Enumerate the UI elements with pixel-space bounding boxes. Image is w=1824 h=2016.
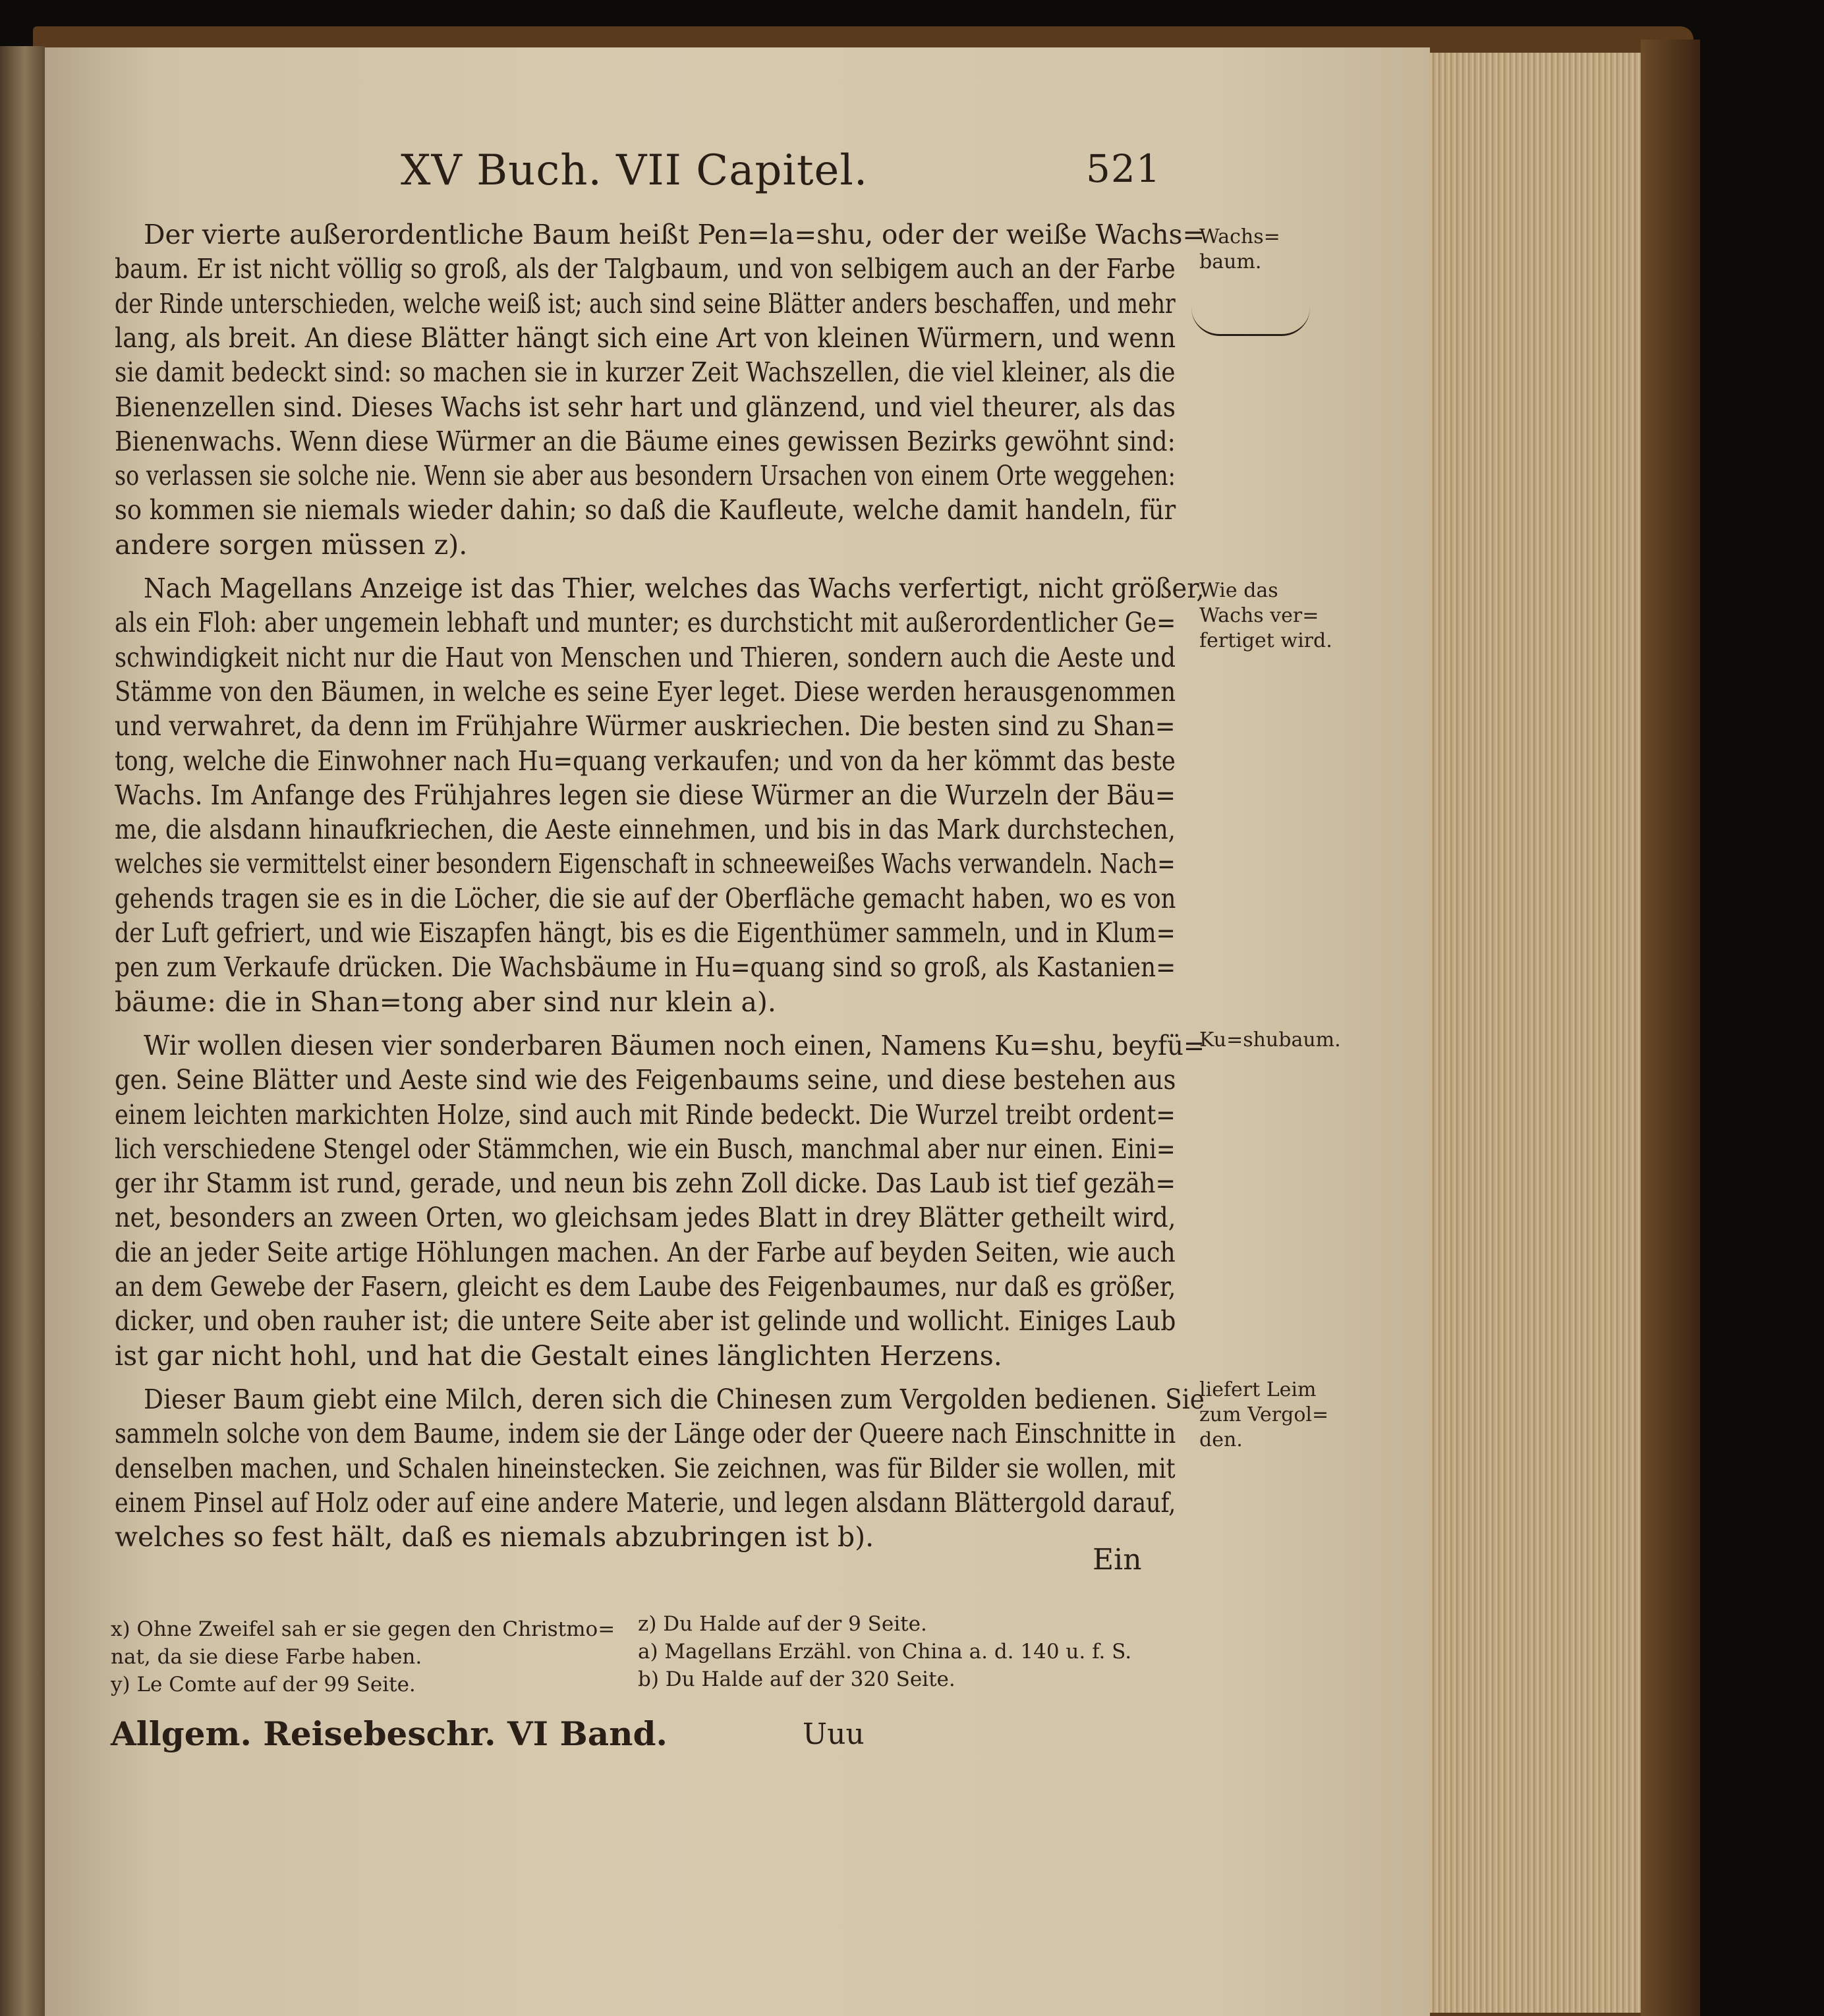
body-line: schwindigkeit nicht nur die Haut von Menschen und Thieren, sondern auch die Aeste und: [115, 641, 1176, 673]
margin-note-line: Ku=shubaum.: [1199, 1028, 1341, 1051]
page-edges: [1423, 53, 1647, 2013]
facing-page-edge: [0, 46, 45, 2016]
body-line: Dieser Baum giebt eine Milch, deren sich die Chinesen zum Vergolden bedienen. Sie: [144, 1383, 1205, 1415]
body-line: pen zum Verkaufe drücken. Die Wachsbäume in Hu=quang sind so groß, als Kastanien=: [115, 951, 1176, 984]
body-line: dicker, und oben rauher ist; die untere Seite aber ist gelinde und wollicht. Einiges Laub: [115, 1305, 1176, 1337]
margin-note-line: baum.: [1199, 250, 1262, 273]
margin-note-line: den.: [1199, 1428, 1243, 1451]
body-line: lang, als breit. An diese Blätter hängt sich eine Art von kleinen Würmern, und wenn: [115, 322, 1176, 354]
footnote-z: z) Du Halde auf der 9 Seite.: [638, 1612, 927, 1636]
body-line: Der vierte außerordentliche Baum heißt Pen=la=shu, oder der weiße Wachs=: [144, 219, 1205, 250]
body-line: die an jeder Seite artige Höhlungen machen. An der Farbe auf beyden Seiten, wie auch: [115, 1236, 1176, 1268]
catchword: Ein: [1093, 1543, 1142, 1577]
margin-note-line: zum Vergol=: [1199, 1403, 1329, 1426]
margin-note-line: Wachs=: [1199, 225, 1280, 248]
body-line: der Rinde unterschieden, welche weiß ist; auch sind seine Blätter anders beschaffen, und mehr: [115, 287, 1176, 320]
footnote-a: a) Magellans Erzähl. von China a. d. 140 u. f. S.: [638, 1640, 1132, 1664]
body-line: Wachs. Im Anfange des Frühjahres legen sie diese Würmer an die Wurzeln der Bäu=: [115, 779, 1176, 811]
signature-mark: Uuu: [803, 1718, 865, 1751]
body-line: net, besonders an zween Orten, wo gleichsam jedes Blatt in drey Blätter getheilt wird,: [115, 1202, 1176, 1234]
body-line: gen. Seine Blätter und Aeste sind wie des Feigenbaums seine, und diese bestehen aus: [115, 1064, 1176, 1096]
margin-brace: [1191, 308, 1310, 336]
margin-note-line: Wachs ver=: [1199, 604, 1319, 627]
body-line: als ein Floh: aber ungemein lebhaft und munter; es durchsticht mit außerordentlicher Ge=: [115, 607, 1176, 639]
binding-shadow: [1641, 40, 1700, 2016]
body-line: an dem Gewebe der Fasern, gleicht es dem Laube des Feigenbaumes, nur daß es größer,: [115, 1271, 1176, 1302]
body-line: tong, welche die Einwohner nach Hu=quang verkaufen; und von da her kömmt das beste: [115, 744, 1176, 777]
body-line: me, die alsdann hinaufkriechen, die Aeste einnehmen, und bis in das Mark durchstechen,: [115, 814, 1176, 846]
signature-title: Allgem. Reisebeschr. VI Band.: [111, 1714, 668, 1753]
body-line: so kommen sie niemals wieder dahin; so daß die Kaufleute, welche damit handeln, für: [115, 494, 1176, 526]
body-line: baum. Er ist nicht völlig so groß, als der Talgbaum, und von selbigem auch an der Farbe: [115, 253, 1176, 285]
body-line: Nach Magellans Anzeige ist das Thier, welches das Wachs verfertigt, nicht größer,: [144, 573, 1205, 604]
margin-note-line: Wie das: [1199, 579, 1278, 602]
body-line: einem leichten markichten Holze, sind auch mit Rinde bedeckt. Die Wurzel treibt ordent=: [115, 1098, 1176, 1131]
body-line: gehends tragen sie es in die Löcher, die sie auf der Oberfläche gemacht haben, wo es von: [115, 882, 1176, 914]
body-line: Bienenzellen sind. Dieses Wachs ist sehr hart und glänzend, und viel theurer, als das: [115, 391, 1176, 423]
body-line: Stämme von den Bäumen, in welche es seine Eyer leget. Diese werden herausgenommen: [115, 675, 1176, 708]
body-line: der Luft gefriert, und wie Eiszapfen hängt, bis es die Eigenthümer sammeln, und in Klum=: [115, 917, 1176, 949]
body-line: und verwahret, da denn im Frühjahre Würmer auskriechen. Die besten sind zu Shan=: [115, 710, 1176, 742]
footnote-x-line-1: x) Ohne Zweifel sah er sie gegen den Christmo=: [111, 1617, 615, 1641]
body-line: Bienenwachs. Wenn diese Würmer an die Bäume eines gewissen Bezirks gewöhnt sind:: [115, 425, 1176, 457]
page-number: 521: [1086, 146, 1161, 191]
margin-note-line: fertiget wird.: [1199, 629, 1332, 652]
body-line: Wir wollen diesen vier sonderbaren Bäumen noch einen, Namens Ku=shu, beyfü=: [144, 1029, 1205, 1061]
body-line: so verlassen sie solche nie. Wenn sie aber aus besondern Ursachen von einem Orte weggehen:: [115, 460, 1176, 492]
body-line: sie damit bedeckt sind: so machen sie in kurzer Zeit Wachszellen, die viel kleiner, als die: [115, 356, 1176, 389]
footnote-x-line-2: nat, da sie diese Farbe haben.: [111, 1645, 422, 1669]
footnote-b: b) Du Halde auf der 320 Seite.: [638, 1667, 955, 1691]
margin-note-line: liefert Leim: [1199, 1378, 1317, 1401]
book-page: [45, 47, 1430, 2016]
body-line: denselben machen, und Schalen hineinstecken. Sie zeichnen, was für Bilder sie wollen, mit: [115, 1452, 1176, 1484]
body-line: bäume: die in Shan=tong aber sind nur klein a).: [115, 986, 776, 1018]
body-line: ger ihr Stamm ist rund, gerade, und neun bis zehn Zoll dicke. Das Laub ist tief gezäh=: [115, 1167, 1176, 1200]
running-head: XV Buch. VII Capitel.: [401, 146, 869, 195]
body-line: welches sie vermittelst einer besondern Eigenschaft in schneeweißes Wachs verwandeln. Nach=: [115, 848, 1176, 880]
body-line: andere sorgen müssen z).: [115, 528, 468, 561]
body-line: ist gar nicht hohl, und hat die Gestalt eines länglichten Herzens.: [115, 1339, 1002, 1372]
body-line: welches so fest hält, daß es niemals abzubringen ist b).: [115, 1521, 874, 1554]
footnote-y: y) Le Comte auf der 99 Seite.: [111, 1673, 416, 1696]
body-line: einem Pinsel auf Holz oder auf eine andere Materie, und legen alsdann Blättergold darauf,: [115, 1486, 1176, 1519]
body-line: lich verschiedene Stengel oder Stämmchen, wie ein Busch, manchmal aber nur einen. Eini=: [115, 1133, 1176, 1165]
body-line: sammeln solche von dem Baume, indem sie der Länge oder der Queere nach Einschnitte in: [115, 1418, 1176, 1450]
